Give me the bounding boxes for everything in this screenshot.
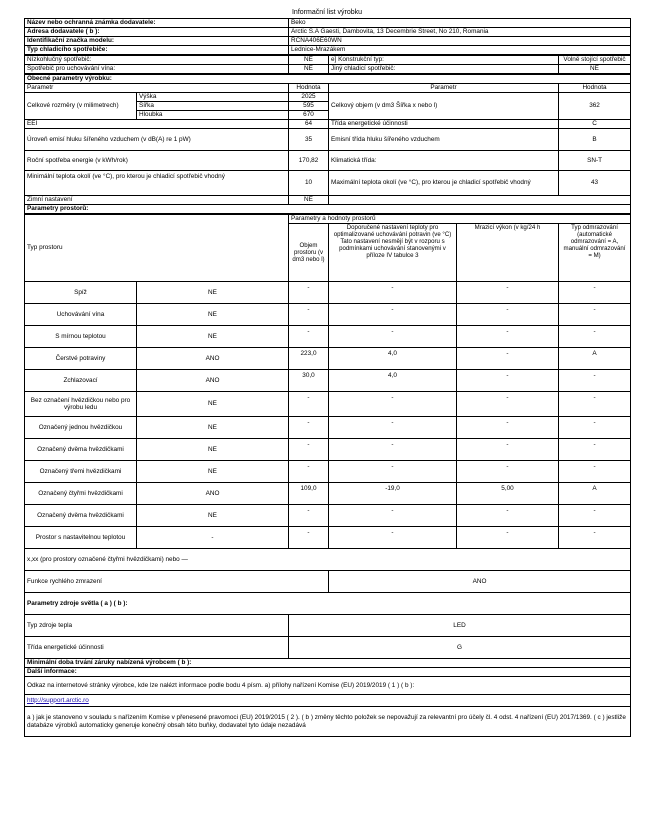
energy-consumption-value: 170,82 — [289, 151, 329, 171]
compartment-freezing: - — [457, 348, 559, 370]
model-value: RCNA406E60WN — [289, 37, 631, 46]
compartment-row — [25, 304, 631, 326]
compartment-group-header: Parametry a hodnoty prostorů — [289, 215, 631, 224]
support-link-cell — [25, 695, 631, 707]
compartment-setting: 4,0 — [329, 370, 457, 392]
winter-setting-value: NE — [289, 196, 329, 205]
product-information-sheet — [24, 8, 630, 737]
energy-class-label: Třída energetické účinnosti — [329, 120, 559, 129]
compartment-type-header: Typ prostoru — [25, 215, 289, 282]
compartment-volume: - — [289, 392, 329, 417]
warranty-label: Minimální doba trvání záruky nabízená výrobcem ( b ): — [25, 659, 631, 668]
compartment-present: ANO — [137, 370, 289, 392]
supplier-address-value: Arctic S.A Gaesti, Dambovita, 13 Decembrie Street, No 210, Romania — [289, 28, 631, 37]
compartment-volume: - — [289, 461, 329, 483]
other-appliance-value: NE — [559, 65, 631, 74]
compartment-name: Čerstvé potraviny — [25, 348, 137, 370]
compartment-volume-header: Objem prostoru (v dm3 nebo l) — [289, 224, 329, 282]
compartment-present: NE — [137, 304, 289, 326]
compartment-volume: - — [289, 505, 329, 527]
general-col-param-2: Parametr — [329, 84, 559, 93]
support-link[interactable]: http://support.arctic.ro — [27, 696, 89, 704]
further-info-label: Další informace: — [25, 668, 631, 677]
compartment-volume: - — [289, 282, 329, 304]
compartment-defrost: - — [559, 282, 631, 304]
compartment-row — [25, 370, 631, 392]
total-volume-label: Celkový objem (v dm3 Šířka x nebo l) — [329, 93, 559, 120]
compartment-name: Uchovávání vína — [25, 304, 137, 326]
compartment-volume: - — [289, 304, 329, 326]
design-marker: e] — [331, 56, 337, 64]
min-temp-label: Minimální teplota okolí (ve °C), pro kterou je chladicí spotřebič vhodný — [25, 171, 289, 196]
compartment-setting: - — [329, 392, 457, 417]
wine-storage-value: NE — [289, 65, 329, 74]
general-col-param: Parametr — [25, 84, 289, 93]
wine-storage-label: Spotřebič pro uchovávání vína: — [25, 65, 289, 74]
low-noise-label: Nízkohlučný spotřebič: — [25, 56, 289, 65]
noise-value: 35 — [289, 129, 329, 151]
compartment-defrost: - — [559, 527, 631, 549]
width-value: 595 — [289, 102, 329, 111]
climate-class-value: SN-T — [559, 151, 631, 171]
design-type-value: Volně stojící spotřebič — [559, 56, 631, 65]
compartment-volume: - — [289, 439, 329, 461]
compartment-present: ANO — [137, 348, 289, 370]
compartment-present: NE — [137, 326, 289, 348]
compartment-setting: -19,0 — [329, 483, 457, 505]
compartment-setting: - — [329, 326, 457, 348]
compartment-row — [25, 505, 631, 527]
compartment-setting: - — [329, 304, 457, 326]
compartment-name: Bez označení hvězdičkou nebo pro výrobu ledu — [25, 392, 137, 417]
light-class-value: G — [289, 637, 631, 659]
compartment-freezing: 5,00 — [457, 483, 559, 505]
energy-class-value: C — [559, 120, 631, 129]
compartment-defrost: - — [559, 417, 631, 439]
light-header: Parametry zdroje světla ( a ) ( b ): — [25, 593, 631, 615]
compartment-present: NE — [137, 505, 289, 527]
model-label: Identifikační značka modelu: — [25, 37, 289, 46]
compartment-present: NE — [137, 392, 289, 417]
winter-blank — [329, 196, 631, 205]
compartment-rows — [25, 282, 631, 549]
compartments-table — [24, 214, 631, 737]
compartment-freezing: - — [457, 304, 559, 326]
light-class-label: Třída energetické účinnosti — [25, 637, 289, 659]
compartment-row — [25, 439, 631, 461]
supplier-address-label: Adresa dodavatele ( b ): — [25, 28, 289, 37]
compartment-name: Označený dvěma hvězdičkami — [25, 439, 137, 461]
design-type-text: Konstrukční typ: — [338, 56, 384, 64]
supplier-name-label: Název nebo ochranná známka dodavatele: — [25, 19, 289, 28]
design-type-label — [329, 56, 559, 65]
compartment-volume: - — [289, 527, 329, 549]
compartment-name: Označený dvěma hvězdičkami — [25, 505, 137, 527]
compartment-freezing-header: Mrazicí výkon (v kg/24 h — [457, 224, 559, 282]
compartment-name: Spíž — [25, 282, 137, 304]
compartment-setting: 4,0 — [329, 348, 457, 370]
compartments-header: Parametry prostorů: — [25, 205, 631, 214]
compartment-setting: - — [329, 461, 457, 483]
compartment-setting: - — [329, 282, 457, 304]
sheet-title: Informační list výrobku — [291, 9, 363, 16]
compartment-volume: 30,0 — [289, 370, 329, 392]
compartment-row — [25, 392, 631, 417]
compartment-defrost: - — [559, 439, 631, 461]
light-type-value: LED — [289, 615, 631, 637]
general-header: Obecné parametry výrobku: — [25, 75, 631, 84]
supplier-name-value: Beko — [289, 19, 631, 28]
max-temp-label: Maximální teplota okolí (ve °C), pro kterou je chladicí spotřebič vhodný — [329, 171, 559, 196]
fast-freeze-value: ANO — [329, 571, 631, 593]
compartment-freezing: - — [457, 461, 559, 483]
height-label: Výška — [137, 93, 289, 102]
general-col-value-2: Hodnota — [559, 84, 631, 93]
compartment-row — [25, 348, 631, 370]
noise-class-label: Emisní třída hluku šířeného vzduchem — [329, 129, 559, 151]
compartment-setting: - — [329, 417, 457, 439]
compartment-freezing: - — [457, 392, 559, 417]
light-type-label: Typ zdroje tepla — [25, 615, 289, 637]
compartment-freezing: - — [457, 282, 559, 304]
xxx-note: x,xx (pro prostory označené čtyřmi hvězdičkami) nebo — — [25, 549, 631, 571]
climate-class-label: Klimatická třída: — [329, 151, 559, 171]
compartment-present: NE — [137, 439, 289, 461]
compartment-row — [25, 483, 631, 505]
compartment-defrost: - — [559, 304, 631, 326]
compartment-defrost: - — [559, 505, 631, 527]
compartment-defrost: - — [559, 326, 631, 348]
max-temp-value: 43 — [559, 171, 631, 196]
compartment-freezing: - — [457, 417, 559, 439]
eei-value: 64 — [289, 120, 329, 129]
compartment-freezing: - — [457, 439, 559, 461]
compartment-defrost: A — [559, 348, 631, 370]
appliance-type-label: Typ chladicího spotřebiče: — [25, 46, 289, 55]
compartment-name: Prostor s nastavitelnou teplotou — [25, 527, 137, 549]
compartment-present: - — [137, 527, 289, 549]
dimensions-label: Celkové rozměry (v milimetrech) — [25, 93, 137, 120]
compartment-freezing: - — [457, 370, 559, 392]
compartment-setting: - — [329, 439, 457, 461]
general-col-value: Hodnota — [289, 84, 329, 93]
compartment-setting: - — [329, 527, 457, 549]
compartment-row — [25, 461, 631, 483]
noise-class-value: B — [559, 129, 631, 151]
compartment-defrost: - — [559, 461, 631, 483]
other-appliance-label: Jiný chladicí spotřebič: — [329, 65, 559, 74]
eei-label: EEI — [25, 120, 289, 129]
compartment-present: NE — [137, 461, 289, 483]
compartment-volume: 109,0 — [289, 483, 329, 505]
compartment-defrost: - — [559, 392, 631, 417]
noise-label: Úroveň emisí hluku šířeného vzduchem (v dB(A) re 1 pW) — [25, 129, 289, 151]
compartment-row — [25, 527, 631, 549]
compartment-present: ANO — [137, 483, 289, 505]
depth-label: Hloubka — [137, 111, 289, 120]
compartment-volume: - — [289, 326, 329, 348]
compartment-volume: 223,0 — [289, 348, 329, 370]
flags-table — [24, 55, 631, 74]
compartment-setting: - — [329, 505, 457, 527]
min-temp-value: 10 — [289, 171, 329, 196]
fast-freeze-label: Funkce rychlého zmrazení — [25, 571, 329, 593]
compartment-volume: - — [289, 417, 329, 439]
compartment-name: Označený třemi hvězdičkami — [25, 461, 137, 483]
compartment-row — [25, 326, 631, 348]
compartment-defrost: A — [559, 483, 631, 505]
depth-value: 670 — [289, 111, 329, 120]
low-noise-value: NE — [289, 56, 329, 65]
compartment-defrost: - — [559, 370, 631, 392]
compartment-freezing: - — [457, 505, 559, 527]
compartment-present: NE — [137, 282, 289, 304]
compartment-defrost-header: Typ odmrazování (automatické odmrazování = A, manuální odmrazování = M) — [559, 224, 631, 282]
winter-setting-label: Zimní nastavení — [25, 196, 289, 205]
compartment-freezing: - — [457, 527, 559, 549]
compartment-present: NE — [137, 417, 289, 439]
height-value: 2025 — [289, 93, 329, 102]
footnote: a ) jak je stanoveno v souladu s nařízením Komise v přenesené pravomoci (EU) 2019/2015 ( 2 ). ( b ) změny těchto položek se nepovažují za relevantní pro účely čl. 4 odst. 4 nařízení (EU) 2017/1369. ( c ) jestliže databáze výrobků automaticky generuje konečný obsah této buňky, dodavatel tyto údaje nezadává — [25, 707, 631, 737]
compartment-row — [25, 417, 631, 439]
compartment-setting-header: Doporučené nastavení teploty pro optimalizované uchovávání potravin (ve °C) Tato nastavení nesmějí být v rozporu s podmínkami uchovávání stanovenými v příloze IV tabulce 3 — [329, 224, 457, 282]
compartment-name: S mírnou teplotou — [25, 326, 137, 348]
width-label: Šířka — [137, 102, 289, 111]
further-info-text: Odkaz na internetové stránky výrobce, kde lze nalézt informace podle bodu 4 písm. a) přílohy nařízení Komise (EU) 2019/2019 ( 1 ) ( b ): — [25, 677, 631, 695]
compartment-name: Označený čtyřmi hvězdičkami — [25, 483, 137, 505]
appliance-type-value: Lednice-Mrazákem — [289, 46, 631, 55]
compartment-name: Zchlazovací — [25, 370, 137, 392]
general-parameters-table — [24, 74, 631, 214]
total-volume-value: 362 — [559, 93, 631, 120]
compartment-row — [25, 282, 631, 304]
compartment-name: Označený jednou hvězdičkou — [25, 417, 137, 439]
supplier-table — [24, 18, 631, 55]
compartment-freezing: - — [457, 326, 559, 348]
energy-consumption-label: Roční spotřeba energie (v kWh/rok) — [25, 151, 289, 171]
